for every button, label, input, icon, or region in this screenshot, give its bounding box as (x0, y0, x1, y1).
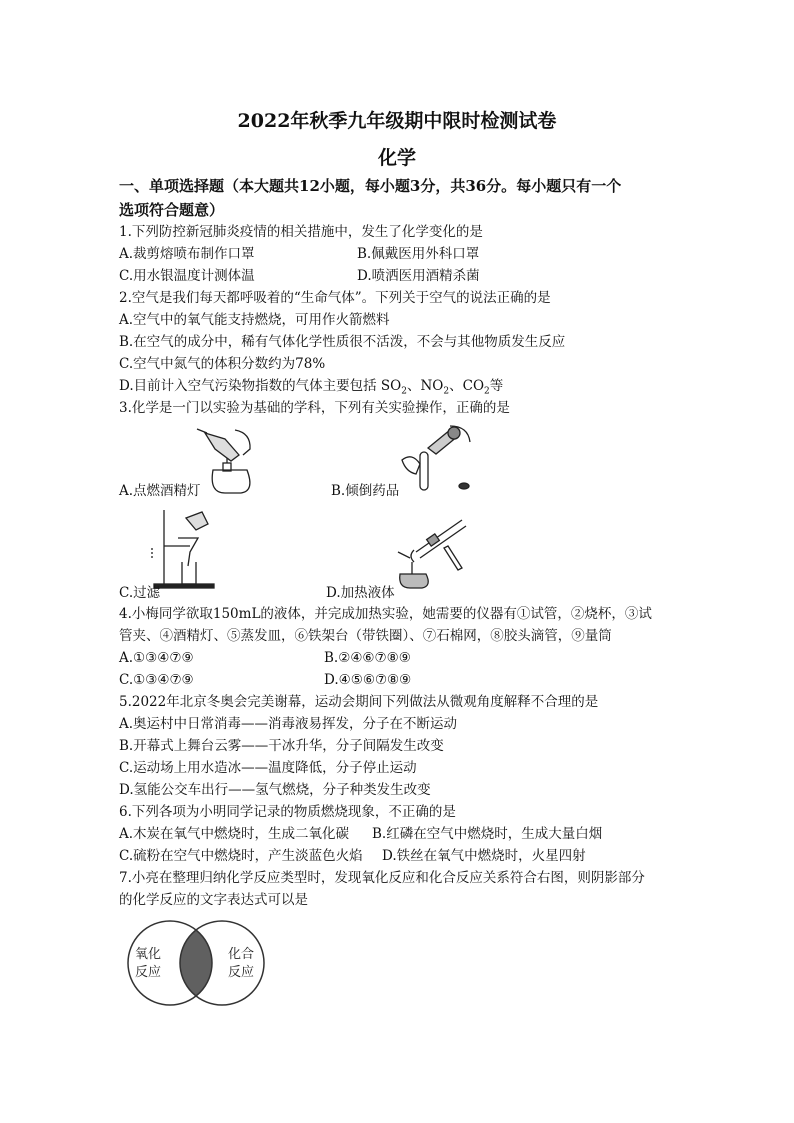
q6-option-b: B.红磷在空气中燃烧时，生成大量白烟 (372, 826, 603, 842)
section-heading-line2: 选项符合题意） (119, 201, 225, 219)
q2-option-d: D.目前计入空气污染物指数的气体主要包括 $SO_2$、$NO_2$、$CO_2$等 (119, 378, 504, 397)
venn-right-label-1: 化合 (228, 947, 255, 962)
alcohol-lamp-lighting-figure (195, 425, 265, 495)
q3-stem: 3.化学是一门以实验为基础的学科，下列有关实验操作，正确的是 (119, 400, 510, 416)
q4-option-b: B.②④⑥⑦⑧⑨ (324, 650, 411, 666)
q2-option-b: B.在空气的成分中，稀有气体化学性质很不活泼，不会与其他物质发生反应 (119, 334, 566, 350)
subject-title: 化学 (377, 147, 416, 169)
section-heading-line1: 一、单项选择题（本大题共12小题，每小题3分，共36分。每小题只有一个 (119, 177, 622, 195)
heating-liquid-figure (392, 512, 472, 590)
q4-option-a: A.①③④⑦⑨ (119, 650, 194, 666)
q1-option-d: D.喷洒医用酒精杀菌 (357, 268, 480, 284)
q6-stem: 6.下列各项为小明同学记录的物质燃烧现象，不正确的是 (119, 804, 456, 820)
q1-option-a: A.裁剪熔喷布制作口罩 (119, 246, 255, 262)
q7-stem-line1: 7.小亮在整理归纳化学反应类型时，发现氧化反应和化合反应关系符合右图，则阴影部分 (119, 870, 645, 886)
q3-option-d: D.加热液体 (326, 585, 395, 601)
q4-option-c: C.①③④⑦⑨ (119, 672, 194, 688)
venn-left-label-2: 反应 (135, 965, 162, 980)
q2-stem: 2.空气是我们每天都呼吸着的“生命气体”。下列关于空气的说法正确的是 (119, 290, 551, 306)
q7-stem-line2: 的化学反应的文字表达式可以是 (119, 892, 308, 908)
q5-stem: 5.2022年北京冬奥会完美谢幕，运动会期间下列做法从微观角度解释不合理的是 (119, 694, 599, 710)
q4-option-d: D.④⑤⑥⑦⑧⑨ (324, 672, 412, 688)
q2-option-c: C.空气中氮气的体积分数约为78% (119, 356, 326, 372)
q3-option-c: C.过滤 (119, 585, 161, 601)
q6-option-c: C.硫粉在空气中燃烧时，产生淡蓝色火焰 (119, 848, 363, 864)
q4-stem-line1: 4.小梅同学欲取150mL的液体，并完成加热实验，她需要的仪器有①试管，②烧杯，③试 (119, 606, 652, 622)
q5-option-c: C.运动场上用水造冰——温度降低，分子停止运动 (119, 760, 417, 776)
q2-option-a: A.空气中的氧气能支持燃烧，可用作火箭燃料 (119, 312, 390, 328)
q5-option-a: A.奥运村中日常消毒——消毒液易挥发，分子在不断运动 (119, 716, 458, 732)
q5-option-d: D.氢能公交车出行——氢气燃烧，分子种类发生改变 (119, 782, 431, 798)
q1-stem: 1.下列防控新冠肺炎疫情的相关措施中，发生了化学变化的是 (119, 224, 483, 240)
q3-option-a: A.点燃酒精灯 (119, 483, 201, 499)
q1-option-b: B.佩戴医用外科口罩 (357, 246, 480, 262)
pouring-chemicals-figure (398, 422, 478, 497)
venn-diagram (120, 918, 272, 1008)
q4-stem-line2: 管夹、④酒精灯、⑤蒸发皿，⑥铁架台（带铁圈）、⑦石棉网，⑧胶头滴管，⑨量筒 (119, 628, 612, 644)
filtration-figure (150, 508, 230, 590)
q6-option-d: D.铁丝在氧气中燃烧时，火星四射 (382, 848, 586, 864)
q5-option-b: B.开幕式上舞台云雾——干冰升华，分子间隔发生改变 (119, 738, 444, 754)
q1-option-c: C.用水银温度计测体温 (119, 268, 255, 284)
venn-left-label-1: 氧化 (135, 947, 162, 962)
exam-title: 2022年秋季九年级期中限时检测试卷 (237, 110, 557, 132)
venn-right-label-2: 反应 (228, 965, 255, 980)
q6-option-a: A.木炭在氧气中燃烧时，生成二氧化碳 (119, 826, 350, 842)
q3-option-b: B.倾倒药品 (331, 483, 400, 499)
